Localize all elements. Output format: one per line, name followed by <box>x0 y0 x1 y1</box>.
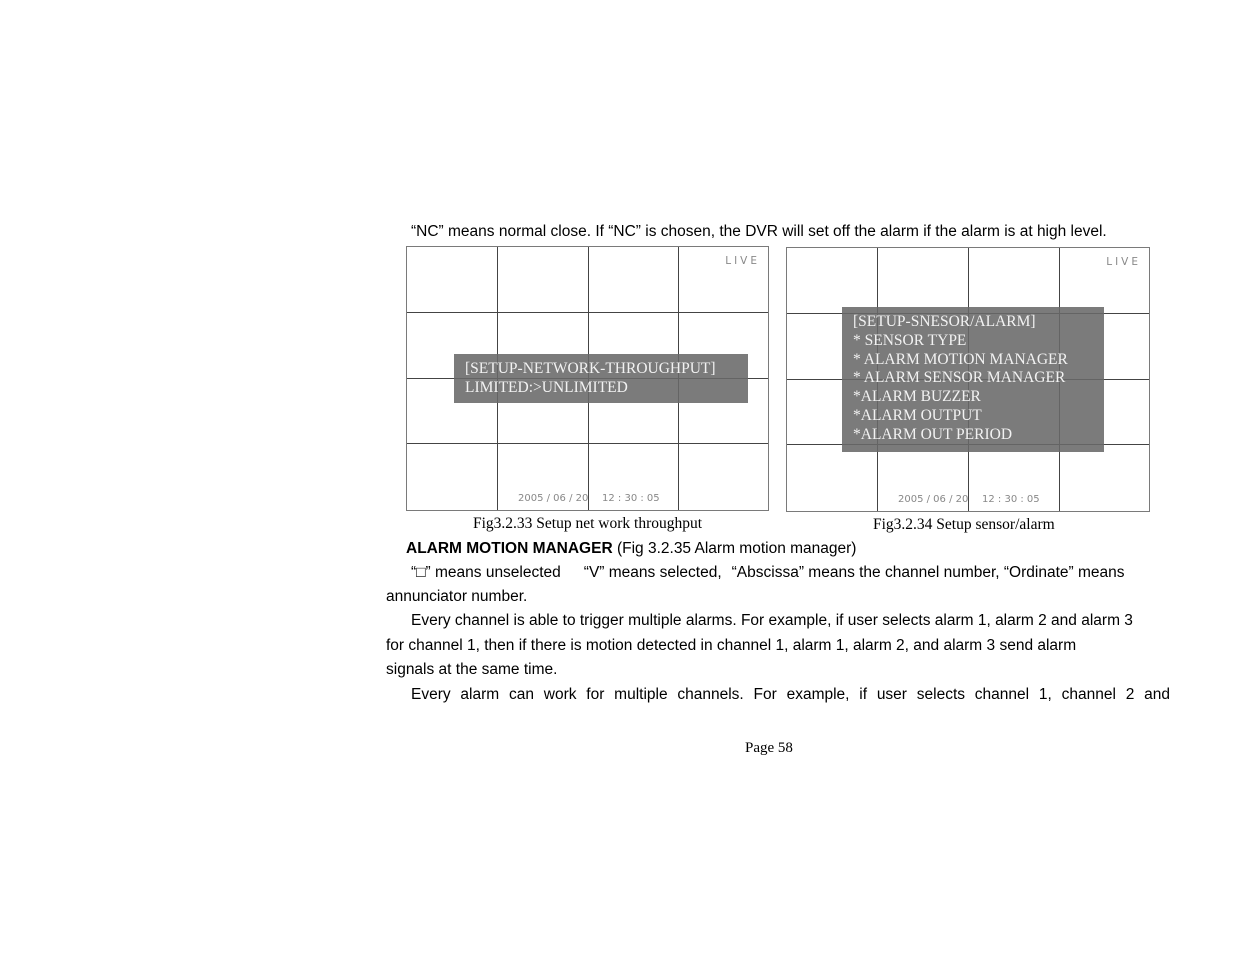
body-line: Every channel is able to trigger multiple alarms. For example, if user selects alarm 1, alarm 2 and alarm 3 <box>411 612 1133 629</box>
time-stamp: 12 : 30 : 05 <box>602 493 660 504</box>
menu-line: *ALARM BUZZER <box>853 388 981 406</box>
live-indicator: LIVE <box>725 255 760 267</box>
figure-caption: Fig3.2.34 Setup sensor/alarm <box>873 516 1055 533</box>
time-stamp: 12 : 30 : 05 <box>982 494 1040 505</box>
menu-line: [SETUP-SNESOR/ALARM] <box>853 313 1036 330</box>
date-stamp: 2005 / 06 / 20 <box>898 494 969 505</box>
figure-sensor-alarm <box>786 247 1150 512</box>
page-number: Page 58 <box>745 740 793 756</box>
heading-bold: ALARM MOTION MANAGER <box>406 540 613 557</box>
live-indicator: LIVE <box>1106 256 1141 268</box>
figure-network-throughput <box>406 246 769 511</box>
osd-menu-network <box>454 354 748 403</box>
menu-line: * ALARM MOTION MANAGER <box>853 350 1068 368</box>
osd-menu-sensor-alarm <box>842 307 1104 452</box>
section-heading <box>406 537 856 562</box>
menu-line: *ALARM OUT PERIOD <box>853 425 1013 443</box>
body-line: for channel 1, then if there is motion detected in channel 1, alarm 1, alarm 2, and alarm 3 send alarm <box>386 637 1077 654</box>
menu-line: * SENSOR TYPE <box>853 331 967 349</box>
body-line: Every alarm can work for multiple channels. For example, if user selects channel 1, channel 2 and <box>411 686 1170 703</box>
legend-line: annunciator number. <box>386 588 528 605</box>
menu-line: *ALARM OUTPUT <box>853 406 982 424</box>
legend-axes: “Abscissa” means the channel number, “Ordinate” means <box>731 564 1125 581</box>
menu-line: * ALARM SENSOR MANAGER <box>853 369 1066 387</box>
legend-selected: “V” means selected, <box>583 564 722 581</box>
figure-caption: Fig3.2.33 Setup net work throughput <box>473 515 703 532</box>
legend-line <box>411 561 1125 586</box>
nc-paragraph: “NC” means normal close. If “NC” is chosen, the DVR will set off the alarm if the alarm is at high level. <box>411 223 1107 240</box>
menu-line: [SETUP-NETWORK-THROUGHPUT] <box>465 360 716 377</box>
body-line: signals at the same time. <box>386 661 558 678</box>
menu-line: LIMITED:>UNLIMITED <box>465 378 628 396</box>
heading-rest: (Fig 3.2.35 Alarm motion manager) <box>612 540 857 557</box>
date-stamp: 2005 / 06 / 20 <box>518 493 589 504</box>
legend-unselected: “□” means unselected <box>411 564 561 581</box>
